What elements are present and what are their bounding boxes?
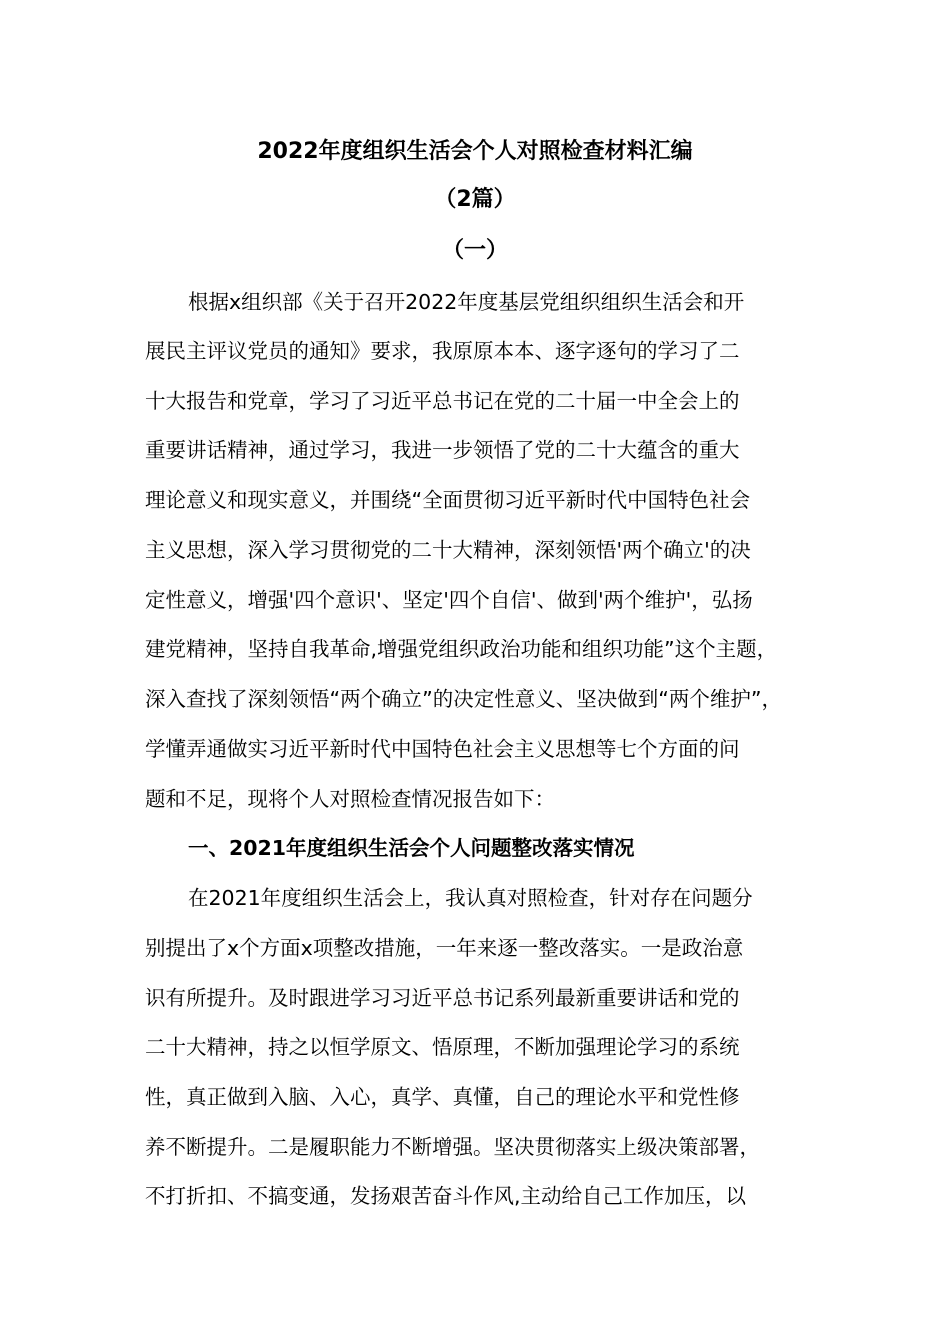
text-line: 十大报告和党章，学习了习近平总书记在党的二十届一中全会上的	[145, 389, 740, 413]
text-line: 根据x组织部《关于召开2022年度基层党组织组织生活会和开	[188, 290, 745, 314]
text-line: 深入查找了深刻领悟“两个确立”的决定性意义、坚决做到“两个维护”，	[145, 687, 782, 711]
text-line: 性，真正做到入脑、入心，真学、真懂，自己的理论水平和党性修	[145, 1085, 740, 1109]
text-line: 不打折扣、不搞变通，发扬艰苦奋斗作风,主动给自己工作加压，以	[145, 1184, 747, 1208]
document-subtitle: （2篇）	[434, 187, 516, 212]
text-line: 重要讲话精神，通过学习，我进一步领悟了党的二十大蕴含的重大	[145, 438, 740, 462]
text-line: 理论意义和现实意义，并围绕“全面贯彻习近平新时代中国特色社会	[145, 488, 751, 512]
text-line: 养不断提升。二是履职能力不断增强。坚决贯彻落实上级决策部署，	[145, 1135, 760, 1159]
text-line: 建党精神，坚持自我革命,增强党组织政治功能和组织功能”这个主题，	[145, 637, 778, 661]
text-line: 主义思想，深入学习贯彻党的二十大精神，深刻领悟'两个确立'的决	[145, 538, 751, 562]
text-line: 二十大精神，持之以恒学原文、悟原理，不断加强理论学习的系统	[145, 1035, 740, 1059]
text-line: 别提出了x个方面x项整改措施，一年来逐一整改落实。一是政治意	[145, 936, 744, 960]
text-line: 题和不足，现将个人对照检查情况报告如下：	[145, 787, 555, 811]
document-title: 2022年度组织生活会个人对照检查材料汇编	[257, 139, 693, 164]
part-label: （一）	[441, 238, 508, 263]
section-heading: 一、2021年度组织生活会个人问题整改落实情况	[188, 836, 635, 860]
text-line: 在2021年度组织生活会上，我认真对照检查，针对存在问题分	[188, 886, 753, 910]
text-line: 定性意义，增强'四个意识'、坚定'四个自信'、做到'两个维护'，弘扬	[145, 588, 753, 612]
text-line: 识有所提升。及时跟进学习习近平总书记系列最新重要讲话和党的	[145, 986, 740, 1010]
text-line: 展民主评议党员的通知》要求，我原原本本、逐字逐句的学习了二	[145, 339, 740, 363]
text-line: 学懂弄通做实习近平新时代中国特色社会主义思想等七个方面的问	[145, 737, 740, 761]
